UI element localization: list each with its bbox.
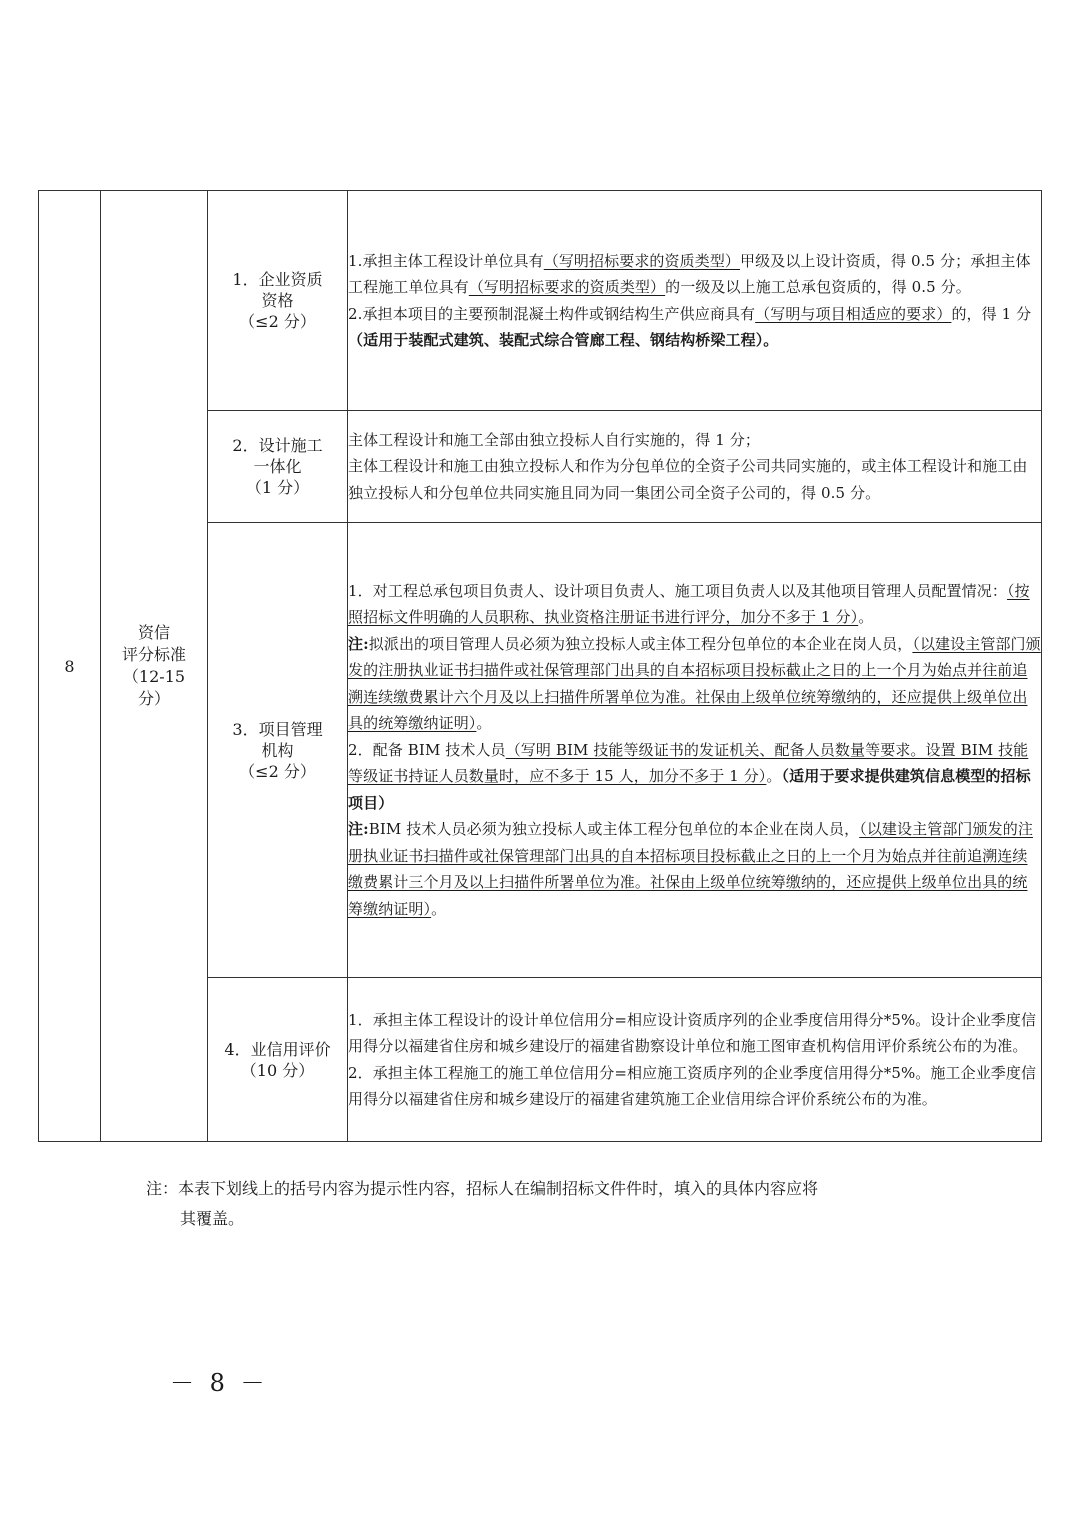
text-run: 1.承担主体工程设计单位具有 xyxy=(348,251,544,270)
text-run: 1．承担主体工程设计的设计单位信用分=相应设计资质序列的企业季度信用得分*5%。设计企业季度信用得分以福建省住房和城乡建设厅的福建省勘察设计单位和施工图审查机构信用评价系统公布的为准。 xyxy=(348,1010,1037,1055)
text-run: 2．配备 BIM 技术人员 xyxy=(348,740,506,759)
text-run: 。 xyxy=(858,608,874,627)
underlined-hint-text: （按照招标文件明确的人员职称、执业资格注册证书进行评分，加分不多于 1 分） xyxy=(348,581,1030,627)
scoring-table xyxy=(38,190,1042,1142)
content-paragraph xyxy=(348,453,1041,506)
footnote-line-1: 注：本表下划线上的括号内容为提示性内容，招标人在编制招标文件件时，填入的具体内容应将 xyxy=(146,1179,819,1198)
content-paragraph xyxy=(348,301,1041,354)
text-run: BIM 技术人员必须为独立投标人或主体工程分包单位的本企业在岗人员， xyxy=(368,820,860,839)
bold-text: 注: xyxy=(348,634,369,653)
text-run: 1．对工程总承包项目负责人、设计项目负责人、施工项目负责人以及其他项目管理人员配置情况： xyxy=(348,581,1007,600)
section-title-4: 4．业信用评价 （10 分） xyxy=(208,978,348,1142)
footnote-line-2: 其覆盖。 xyxy=(180,1209,245,1228)
content-paragraph xyxy=(348,578,1041,631)
content-paragraph xyxy=(348,248,1041,301)
content-paragraph xyxy=(348,427,1041,454)
content-paragraph xyxy=(348,631,1041,737)
section-content-4 xyxy=(348,978,1042,1142)
section-title-2: 2．设计施工 一体化 （1 分） xyxy=(208,411,348,523)
content-paragraph xyxy=(348,816,1041,922)
page-number: － 8 － xyxy=(170,1369,269,1397)
section-title-1: 1．企业资质 资格 （≤2 分） xyxy=(208,191,348,411)
category-cell: 资信 评分标准 （12-15 分） xyxy=(101,191,208,1142)
underlined-hint-text: （以建设主管部门颁发的注册执业证书扫描件或社保管理部门出具的自本招标项目投标截止之日的上一个月为始点并往前追溯连续缴费累计三个月及以上扫描件所署单位为准。社保由上级单位统筹缴纳的，还应提供上级单位出具的统筹缴纳证明） xyxy=(348,820,1033,918)
underlined-hint-text: （写明 BIM 技能等级证书的发证机关、配备人员数量等要求。设置 BIM 技能等级证书持证人员数量时，应不多于 15 人，加分不多于 1 分） xyxy=(348,740,1029,786)
section-title-3: 3．项目管理 机构 （≤2 分） xyxy=(208,523,348,978)
text-run: 。 xyxy=(476,714,492,733)
section-content-1 xyxy=(348,191,1042,411)
table-footnote xyxy=(146,1174,956,1234)
section-content-2 xyxy=(348,411,1042,523)
text-run: 主体工程设计和施工全部由独立投标人自行实施的，得 1 分； xyxy=(348,430,760,449)
text-run: 的一级及以上施工总承包资质的，得 0.5 分。 xyxy=(665,278,971,296)
bold-text: （适用于装配式建筑、装配式综合管廊工程、钢结构桥梁工程）。 xyxy=(348,331,779,349)
row-number: 8 xyxy=(39,191,101,1142)
text-run: 2.承担本项目的主要预制混凝土构件或钢结构生产供应商具有 xyxy=(348,304,756,323)
underlined-hint-text: （写明与项目相适应的要求） xyxy=(755,304,952,323)
text-run: 2．承担主体工程施工的施工单位信用分=相应施工资质序列的企业季度信用得分*5%。施工企业季度信用得分以福建省住房和城乡建设厅的福建省建筑施工企业信用综合评价系统公布的为准。 xyxy=(348,1063,1037,1108)
text-run: 。 xyxy=(431,899,447,918)
text-run: 甲级及以上设计资质，得 0.5 分；承担主体工程施工单位具有 xyxy=(348,251,1031,296)
underlined-hint-text: （以建设主管部门颁发的注册执业证书扫描件或社保管理部门出具的自本招标项目投标截止之日的上一个月为始点并往前追溯连续缴费累计六个月及以上扫描件所署单位为准。社保由上级单位统筹缴纳的，还应提供上级单位出具的统筹缴纳证明） xyxy=(348,634,1041,733)
underlined-hint-text: （写明招标要求的资质类型） xyxy=(543,251,741,270)
content-paragraph xyxy=(348,737,1041,817)
bold-text: （适用于要求提供建筑信息模型的招标项目） xyxy=(348,767,1031,812)
text-run: 拟派出的项目管理人员必须为独立投标人或主体工程分包单位的本企业在岗人员， xyxy=(368,634,913,653)
text-run: 的，得 1 分 xyxy=(951,304,1032,323)
underlined-hint-text: （写明招标要求的资质类型） xyxy=(468,278,666,296)
text-run: 主体工程设计和施工由独立投标人和作为分包单位的全资子公司共同实施的，或主体工程设计和施工由独立投标人和分包单位共同实施且同为同一集团公司全资子公司的，得 0.5 分。 xyxy=(348,457,1028,502)
content-paragraph xyxy=(348,1007,1041,1060)
section-content-3 xyxy=(348,523,1042,978)
content-paragraph xyxy=(348,1060,1041,1113)
text-run: 。 xyxy=(766,767,782,786)
bold-text: 注: xyxy=(348,820,369,839)
